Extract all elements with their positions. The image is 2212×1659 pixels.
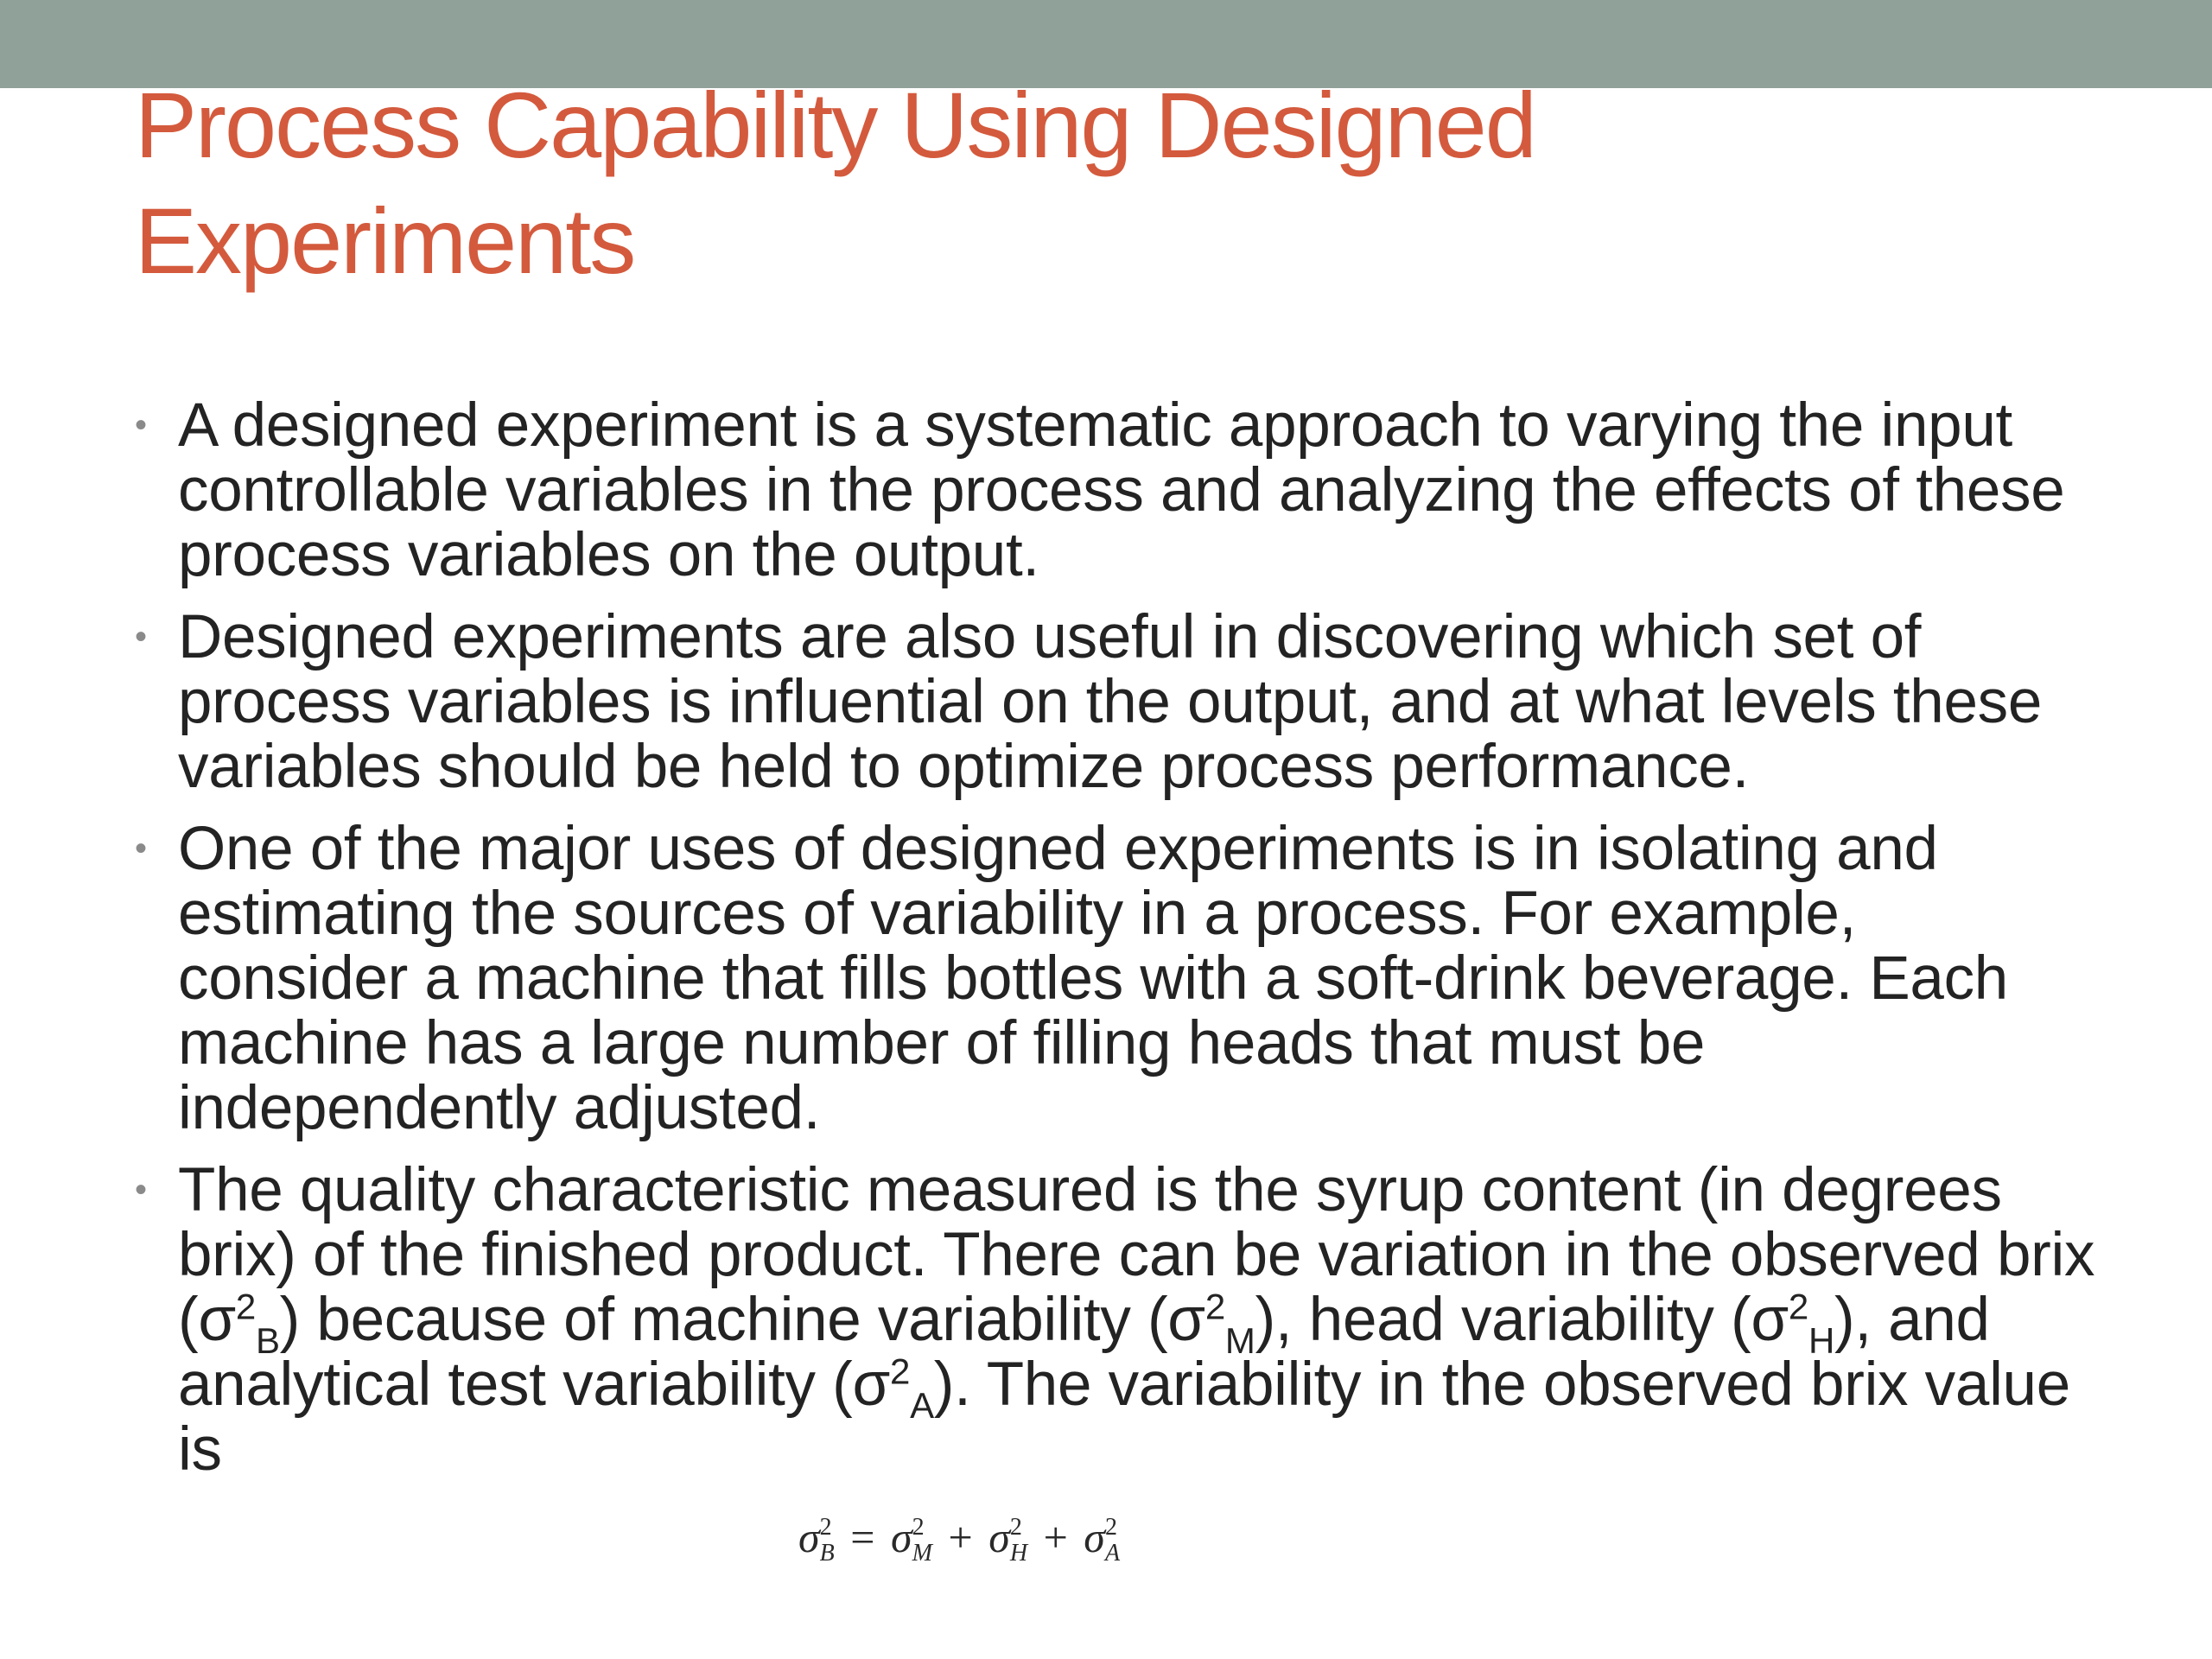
bullet-item <box>135 393 2096 588</box>
bullet-text: The quality characteristic measured is the syrup content (in degrees brix) of the finished product. There can be variation in the observed brix $(\sigma^2_B)$ because of machine variability $(\sigma^2_M)$, head variability $(\sigma^2_H)$, and analytical test variability $(\sigma^2_A)$. The variability in the observed brix value is <box>178 1156 2095 1484</box>
bullet-list <box>135 393 2096 1499</box>
slide-title: Process Capability Using Designed Experiments <box>135 73 1535 293</box>
bullet-item <box>135 605 2096 799</box>
bullet-dot: • <box>135 830 147 868</box>
bullet-item <box>135 1158 2096 1482</box>
bullet-dot: • <box>135 406 147 444</box>
variance-formula: $\sigma^2_B = \sigma^2_M + \sigma^2_H + \sigma^2_A$ <box>786 1507 1132 1575</box>
bullet-dot: • <box>135 618 147 656</box>
bullet-text: Designed experiments are also useful in discovering which set of process variables is influential on the output, and at what levels these variables should be held to optimize process performance. <box>178 603 2043 801</box>
bullet-text: One of the major uses of designed experiments is in isolating and estimating the sources of variability in a process. For example, consider a machine that fills bottles with a soft-drink beverage. Each machine has a large number of filling heads that must be independently adjusted. <box>178 815 2008 1142</box>
bullet-item <box>135 817 2096 1141</box>
bullet-dot: • <box>135 1171 147 1209</box>
bullet-text: A designed experiment is a systematic approach to varying the input controllable variables in the process and analyzing the effects of these process variables on the output. <box>178 391 2065 589</box>
